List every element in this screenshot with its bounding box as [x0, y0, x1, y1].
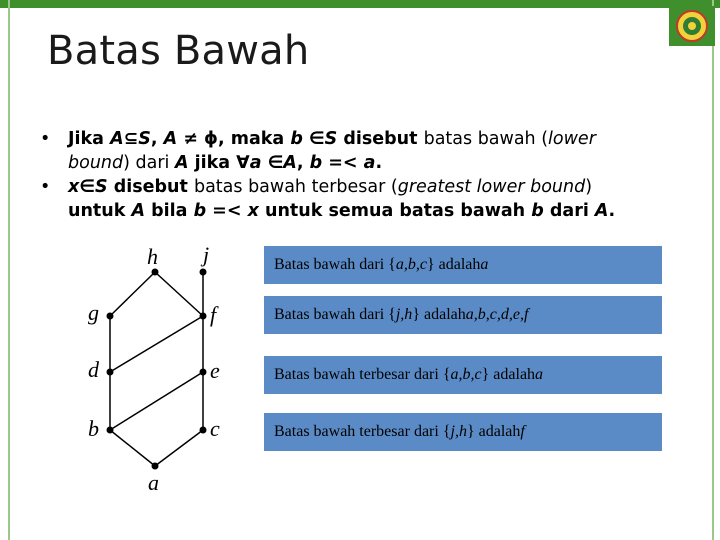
slide-title: Batas Bawah	[47, 28, 310, 74]
text-run: untuk	[68, 201, 132, 221]
text-run: x	[68, 177, 80, 197]
text-run: ∈	[79, 177, 95, 197]
example-box-2	[264, 296, 662, 334]
text-run: , maka	[217, 129, 291, 149]
node-label-a: a	[148, 470, 159, 495]
bullet-item-definition	[40, 127, 680, 175]
box-result: f	[520, 423, 525, 440]
text-run: A	[594, 201, 609, 221]
box-set: a,b,c	[395, 256, 427, 273]
text-run: A	[174, 153, 189, 173]
edge-h-g	[110, 272, 155, 316]
text-run: ∈	[261, 153, 284, 173]
node-label-c: c	[210, 416, 220, 441]
bullet-dot-icon: •	[40, 129, 51, 149]
bullet-list	[40, 127, 680, 223]
text-run: A	[163, 129, 178, 149]
text-run: b	[309, 153, 323, 173]
box-result: a	[535, 366, 544, 383]
text-run: untuk semua batas bawah	[258, 201, 532, 221]
text-run: S	[138, 129, 151, 149]
node-label-b: b	[88, 416, 99, 441]
text-run: =<	[322, 153, 358, 173]
university-crest-icon	[669, 6, 715, 46]
bullet-dot-icon: •	[40, 177, 51, 197]
box-text: Batas bawah terbesar dari {	[274, 423, 451, 440]
box-text: Batas bawah dari {	[274, 306, 396, 323]
text-run: A	[283, 153, 297, 173]
box-text: Batas bawah terbesar dari {	[274, 366, 451, 383]
text-run: ) dari	[123, 153, 175, 173]
text-run: ≠	[177, 129, 205, 149]
node-label-g: g	[88, 300, 99, 325]
edge-b-e	[110, 372, 203, 430]
text-run: .	[608, 201, 616, 221]
right-border-line	[712, 0, 714, 540]
edge-h-f	[155, 272, 203, 316]
text-run: A	[131, 201, 146, 221]
text-run: .	[375, 153, 383, 173]
box-set: j,h	[450, 423, 467, 440]
box-text: } adalah	[466, 423, 521, 440]
text-run: ,	[296, 153, 310, 173]
edge-c-a	[155, 430, 203, 466]
text-run: x	[241, 201, 259, 221]
box-text: } adalah	[426, 256, 481, 273]
node-label-h: h	[147, 244, 158, 269]
text-run: jika	[188, 153, 237, 173]
node-b	[107, 427, 114, 434]
text-run: a	[357, 153, 376, 173]
text-run: )	[585, 177, 593, 197]
text-run: ∀	[236, 153, 250, 173]
text-run: b	[193, 201, 207, 221]
left-border-line	[8, 0, 10, 540]
text-run: ,	[150, 129, 164, 149]
text-run: a	[249, 153, 262, 173]
text-run: greatest lower bound	[397, 177, 586, 197]
text-run: ⊆	[123, 129, 139, 149]
text-run: S	[95, 177, 108, 197]
node-label-d: d	[88, 357, 99, 382]
node-j	[200, 269, 207, 276]
top-accent-bar	[0, 0, 720, 8]
example-box-4	[264, 413, 662, 451]
box-set: j,h	[395, 306, 413, 323]
node-label-j: j	[203, 242, 210, 267]
node-c	[200, 427, 207, 434]
edge-d-f	[110, 316, 203, 372]
text-run: ∈	[302, 129, 325, 149]
box-result: a,b,c,d,e,f	[465, 306, 529, 323]
example-box-1	[264, 246, 662, 284]
box-text: Batas bawah dari {	[274, 256, 396, 273]
text-run: S	[324, 129, 338, 149]
box-set: a,b,c	[450, 366, 482, 383]
box-result: a	[480, 256, 489, 273]
box-text: } adalah	[412, 306, 466, 323]
box-text: } adalah	[481, 366, 536, 383]
text-run: ɸ	[204, 129, 218, 149]
text-run: disebut	[107, 177, 194, 197]
text-run: b	[290, 129, 303, 149]
node-f	[200, 313, 207, 320]
text-run: Jika	[68, 129, 111, 149]
text-run: disebut	[337, 129, 424, 149]
text-run: batas bawah terbesar (	[193, 177, 398, 197]
text-run: bound	[68, 153, 124, 173]
node-label-e: e	[210, 358, 220, 383]
edge-b-a	[110, 430, 155, 466]
node-g	[107, 313, 114, 320]
example-box-3	[264, 356, 662, 394]
text-run: bila	[145, 201, 194, 221]
node-a	[152, 463, 159, 470]
node-d	[107, 369, 114, 376]
text-run: dari	[543, 201, 595, 221]
text-run: lower	[548, 129, 596, 149]
node-e	[200, 369, 207, 376]
node-label-f: f	[210, 302, 217, 327]
text-run: =<	[206, 201, 242, 221]
text-run: b	[531, 201, 544, 221]
text-run: A	[110, 129, 124, 149]
text-run: batas bawah (	[423, 129, 549, 149]
bullet-item-greatest	[40, 175, 680, 223]
